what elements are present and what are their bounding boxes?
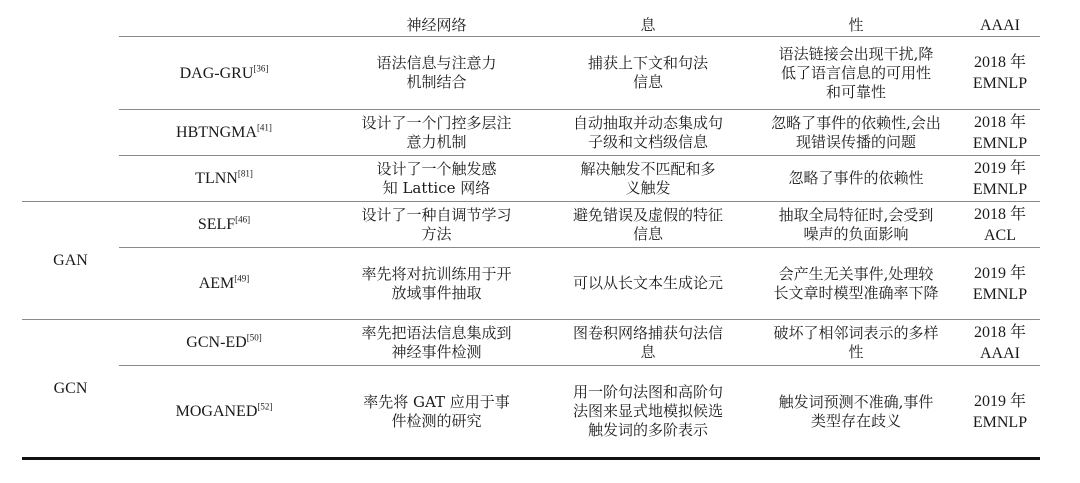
table-row bbox=[22, 156, 1040, 202]
strength-cell: 捕获上下文和句法信息 bbox=[544, 37, 752, 110]
weakness-cell: 会产生无关事件,处理较长文章时模型准确率下降 bbox=[752, 248, 960, 320]
header-cell-method: 神经网络 bbox=[329, 14, 544, 37]
method-cell: 率先把语法信息集成到神经事件检测 bbox=[329, 320, 544, 366]
model-name-cell: GCN-ED[50] bbox=[119, 320, 329, 366]
table-row bbox=[22, 110, 1040, 156]
venue-cell: 2018 年 ACL bbox=[960, 202, 1040, 248]
method-cell: 率先将 GAT 应用于事件检测的研究 bbox=[329, 366, 544, 459]
method-cell: 设计了一个触发感知 Lattice 网络 bbox=[329, 156, 544, 202]
venue-cell: 2018 年 AAAI bbox=[960, 320, 1040, 366]
strength-cell: 避免错误及虚假的特征信息 bbox=[544, 202, 752, 248]
model-name-cell: DAG-GRU[36] bbox=[119, 37, 329, 110]
model-name-cell: SELF[46] bbox=[119, 202, 329, 248]
weakness-cell: 语法链接会出现干扰,降低了语言信息的可用性和可靠性 bbox=[752, 37, 960, 110]
weakness-cell: 忽略了事件的依赖性,会出现错误传播的问题 bbox=[752, 110, 960, 156]
table-row bbox=[22, 320, 1040, 366]
header-cell-venue: AAAI bbox=[960, 14, 1040, 37]
strength-cell: 解决触发不匹配和多义触发 bbox=[544, 156, 752, 202]
venue-cell: 2018 年 EMNLP bbox=[960, 37, 1040, 110]
strength-cell: 可以从长文本生成论元 bbox=[544, 248, 752, 320]
venue-cell: 2019 年 EMNLP bbox=[960, 248, 1040, 320]
method-cell: 设计了一个门控多层注意力机制 bbox=[329, 110, 544, 156]
strength-cell: 自动抽取并动态集成句子级和文档级信息 bbox=[544, 110, 752, 156]
table-row bbox=[22, 202, 1040, 248]
group-label-cell bbox=[22, 37, 119, 202]
model-name-cell: AEM[49] bbox=[119, 248, 329, 320]
weakness-cell: 触发词预测不准确,事件类型存在歧义 bbox=[752, 366, 960, 459]
strength-cell: 图卷积网络捕获句法信息 bbox=[544, 320, 752, 366]
method-cell: 设计了一种自调节学习方法 bbox=[329, 202, 544, 248]
table-row bbox=[22, 37, 1040, 110]
header-cell-model bbox=[119, 14, 329, 37]
method-cell: 率先将对抗训练用于开放域事件抽取 bbox=[329, 248, 544, 320]
header-cell-group bbox=[22, 14, 119, 37]
header-cell-strength: 息 bbox=[544, 14, 752, 37]
group-label-cell: GCN bbox=[22, 320, 119, 459]
weakness-cell: 抽取全局特征时,会受到噪声的负面影响 bbox=[752, 202, 960, 248]
method-comparison-table bbox=[22, 14, 1040, 460]
strength-cell: 用一阶句法图和高阶句法图来显式地模拟候选触发词的多阶表示 bbox=[544, 366, 752, 459]
header-cell-weakness: 性 bbox=[752, 14, 960, 37]
header-row bbox=[22, 14, 1040, 37]
weakness-cell: 忽略了事件的依赖性 bbox=[752, 156, 960, 202]
table-row bbox=[22, 366, 1040, 459]
model-name-cell: HBTNGMA[41] bbox=[119, 110, 329, 156]
venue-cell: 2019 年 EMNLP bbox=[960, 366, 1040, 459]
table-row bbox=[22, 248, 1040, 320]
model-name-cell: TLNN[81] bbox=[119, 156, 329, 202]
group-label-cell: GAN bbox=[22, 202, 119, 320]
method-cell: 语法信息与注意力机制结合 bbox=[329, 37, 544, 110]
venue-cell: 2019 年 EMNLP bbox=[960, 156, 1040, 202]
weakness-cell: 破坏了相邻词表示的多样性 bbox=[752, 320, 960, 366]
model-name-cell: MOGANED[52] bbox=[119, 366, 329, 459]
venue-cell: 2018 年 EMNLP bbox=[960, 110, 1040, 156]
